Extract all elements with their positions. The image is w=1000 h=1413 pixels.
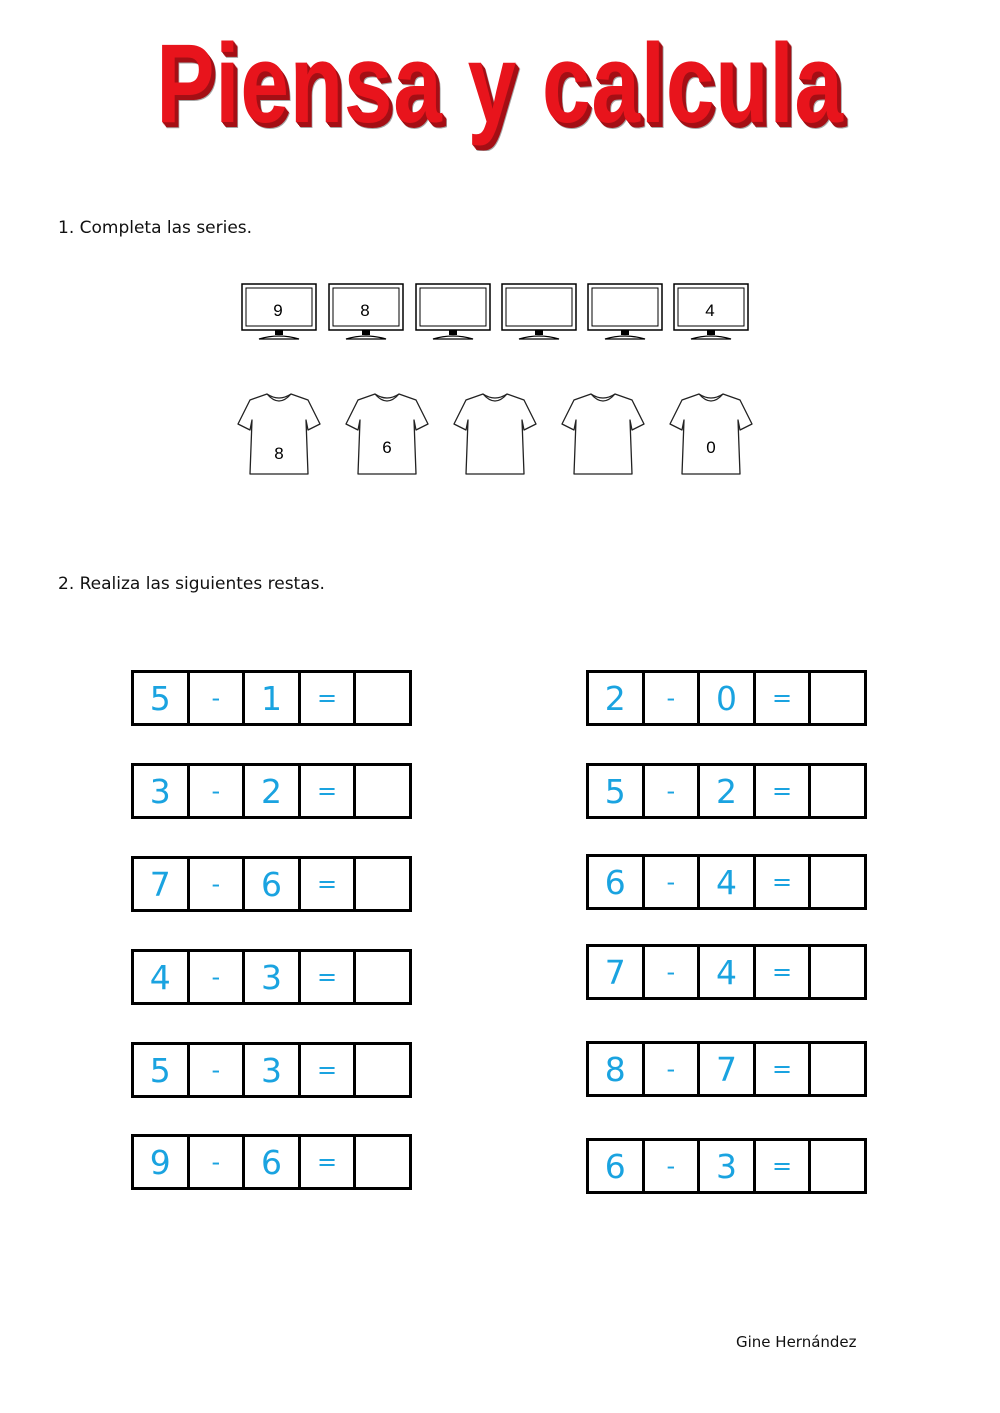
monitor-box bbox=[328, 283, 406, 341]
monitor-number: 9 bbox=[273, 301, 283, 320]
equals-sign: = bbox=[756, 766, 812, 816]
minus-sign: - bbox=[190, 859, 246, 909]
equals-sign: = bbox=[756, 673, 812, 723]
tshirt-icon bbox=[666, 388, 756, 478]
answer-box[interactable] bbox=[811, 673, 864, 723]
equals-sign: = bbox=[756, 1141, 812, 1191]
author-credit: Gine Hernández bbox=[736, 1333, 857, 1351]
minus-sign: - bbox=[190, 766, 246, 816]
instruction-subtraction: 2. Realiza las siguientes restas. bbox=[58, 574, 325, 594]
minus-sign: - bbox=[190, 1137, 246, 1187]
minus-sign: - bbox=[190, 673, 246, 723]
tshirt-icon bbox=[450, 388, 540, 478]
answer-box[interactable] bbox=[356, 1137, 409, 1187]
subtraction-row bbox=[131, 856, 412, 912]
subtraction-row bbox=[586, 1041, 867, 1097]
minus-sign: - bbox=[645, 766, 701, 816]
monitor-icon bbox=[587, 283, 665, 341]
answer-box[interactable] bbox=[356, 766, 409, 816]
shirt-number: 6 bbox=[382, 438, 392, 457]
minuend: 6 bbox=[589, 857, 645, 907]
shirt-box bbox=[666, 388, 756, 478]
shirt-box[interactable] bbox=[558, 388, 648, 478]
minuend: 2 bbox=[589, 673, 645, 723]
equals-sign: = bbox=[301, 1137, 357, 1187]
equals-sign: = bbox=[301, 766, 357, 816]
subtraction-row bbox=[586, 1138, 867, 1194]
answer-box[interactable] bbox=[356, 1045, 409, 1095]
subtraction-row bbox=[131, 1134, 412, 1190]
minuend: 6 bbox=[589, 1141, 645, 1191]
subtraction-row bbox=[131, 1042, 412, 1098]
minuend: 9 bbox=[134, 1137, 190, 1187]
monitor-box bbox=[241, 283, 319, 341]
instruction-series: 1. Completa las series. bbox=[58, 218, 253, 238]
monitor-number: 4 bbox=[705, 301, 715, 320]
subtraction-row bbox=[131, 763, 412, 819]
answer-box[interactable] bbox=[811, 766, 864, 816]
minus-sign: - bbox=[645, 947, 701, 997]
equals-sign: = bbox=[756, 1044, 812, 1094]
monitor-box[interactable] bbox=[587, 283, 665, 341]
equals-sign: = bbox=[301, 673, 357, 723]
tshirt-icon bbox=[234, 388, 324, 478]
shirt-box bbox=[342, 388, 432, 478]
shirt-box[interactable] bbox=[450, 388, 540, 478]
monitor-icon bbox=[501, 283, 579, 341]
equals-sign: = bbox=[301, 1045, 357, 1095]
answer-box[interactable] bbox=[356, 952, 409, 1002]
equals-sign: = bbox=[756, 947, 812, 997]
monitor-icon bbox=[415, 283, 493, 341]
minuend: 4 bbox=[134, 952, 190, 1002]
subtrahend: 6 bbox=[245, 859, 301, 909]
monitor-box bbox=[673, 283, 751, 341]
page-title: Piensa y calcula bbox=[156, 21, 844, 146]
minus-sign: - bbox=[645, 1044, 701, 1094]
answer-box[interactable] bbox=[811, 1044, 864, 1094]
tshirt-icon bbox=[342, 388, 432, 478]
minus-sign: - bbox=[645, 857, 701, 907]
subtrahend: 3 bbox=[245, 1045, 301, 1095]
subtraction-row bbox=[131, 670, 412, 726]
subtraction-row bbox=[586, 944, 867, 1000]
answer-box[interactable] bbox=[811, 1141, 864, 1191]
minuend: 5 bbox=[134, 1045, 190, 1095]
subtrahend: 4 bbox=[700, 857, 756, 907]
subtrahend: 2 bbox=[700, 766, 756, 816]
tshirt-icon bbox=[558, 388, 648, 478]
shirt-box bbox=[234, 388, 324, 478]
minuend: 5 bbox=[589, 766, 645, 816]
equals-sign: = bbox=[301, 859, 357, 909]
minuend: 8 bbox=[589, 1044, 645, 1094]
answer-box[interactable] bbox=[356, 859, 409, 909]
shirt-number: 0 bbox=[706, 438, 716, 457]
equals-sign: = bbox=[301, 952, 357, 1002]
subtraction-row bbox=[586, 763, 867, 819]
subtrahend: 7 bbox=[700, 1044, 756, 1094]
subtrahend: 0 bbox=[700, 673, 756, 723]
subtraction-row bbox=[131, 949, 412, 1005]
monitor-box[interactable] bbox=[415, 283, 493, 341]
minus-sign: - bbox=[190, 952, 246, 1002]
monitor-number: 8 bbox=[360, 301, 370, 320]
subtraction-row bbox=[586, 854, 867, 910]
monitor-box[interactable] bbox=[501, 283, 579, 341]
subtrahend: 2 bbox=[245, 766, 301, 816]
minuend: 7 bbox=[589, 947, 645, 997]
equals-sign: = bbox=[756, 857, 812, 907]
minus-sign: - bbox=[645, 673, 701, 723]
answer-box[interactable] bbox=[356, 673, 409, 723]
subtrahend: 3 bbox=[245, 952, 301, 1002]
minus-sign: - bbox=[190, 1045, 246, 1095]
minuend: 3 bbox=[134, 766, 190, 816]
subtrahend: 6 bbox=[245, 1137, 301, 1187]
minuend: 7 bbox=[134, 859, 190, 909]
answer-box[interactable] bbox=[811, 857, 864, 907]
subtrahend: 4 bbox=[700, 947, 756, 997]
minuend: 5 bbox=[134, 673, 190, 723]
minus-sign: - bbox=[645, 1141, 701, 1191]
shirt-number: 8 bbox=[274, 444, 284, 463]
subtrahend: 3 bbox=[700, 1141, 756, 1191]
subtraction-row bbox=[586, 670, 867, 726]
subtrahend: 1 bbox=[245, 673, 301, 723]
answer-box[interactable] bbox=[811, 947, 864, 997]
